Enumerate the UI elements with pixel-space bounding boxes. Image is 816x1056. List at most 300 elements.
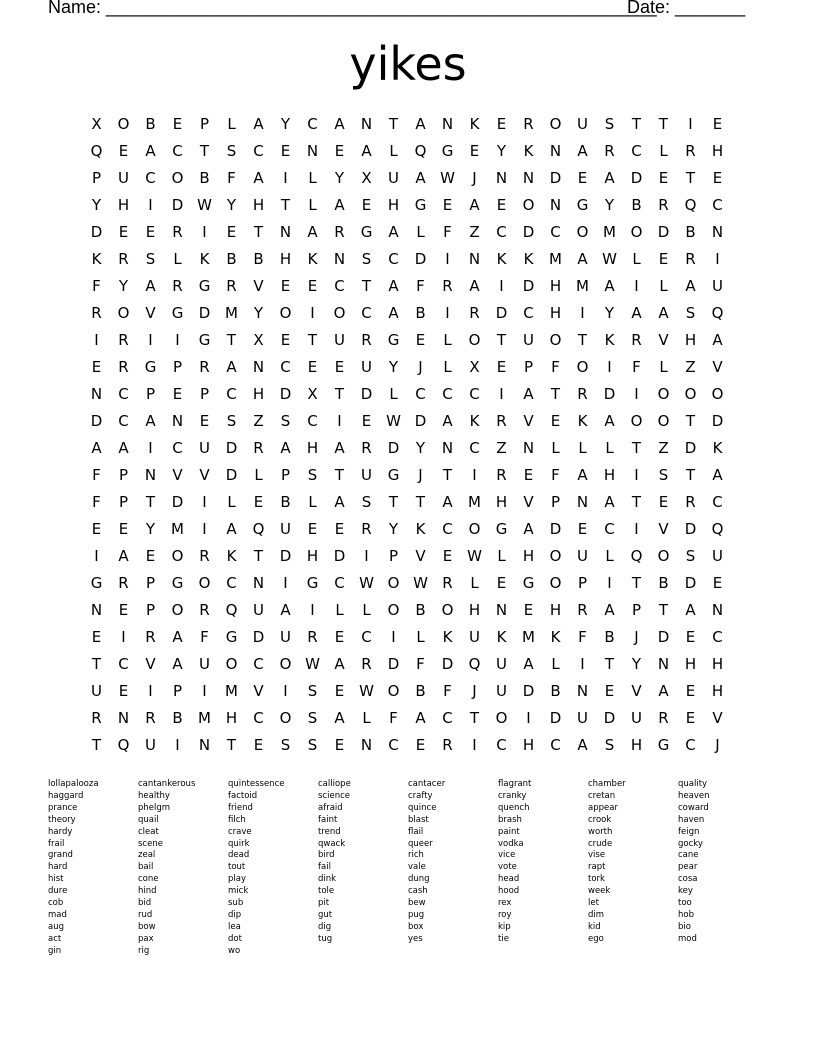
grid-row	[83, 515, 731, 542]
grid-letter: D	[522, 681, 535, 700]
grid-letter: E	[604, 681, 615, 700]
grid-letter: P	[199, 114, 210, 133]
grid-letter: E	[253, 492, 264, 511]
grid-letter: V	[253, 276, 264, 295]
grid-letter: S	[604, 735, 615, 754]
word-item: vale	[408, 862, 426, 873]
grid-letter: I	[580, 303, 585, 322]
grid-letter: B	[604, 627, 615, 646]
grid-letter: E	[496, 114, 507, 133]
word-item: too	[678, 898, 692, 909]
grid-letter: V	[253, 681, 264, 700]
grid-letter: O	[549, 330, 562, 349]
grid-letter: E	[145, 546, 156, 565]
grid-letter: U	[118, 168, 129, 187]
grid-letter: L	[173, 249, 182, 268]
grid-letter: K	[226, 546, 237, 565]
grid-letter: G	[441, 141, 454, 160]
word-item: sub	[228, 898, 244, 909]
word-item: scene	[138, 838, 163, 849]
grid-letter: A	[334, 492, 345, 511]
grid-letter: Y	[604, 303, 615, 322]
grid-letter: O	[198, 573, 211, 592]
grid-letter: A	[172, 627, 183, 646]
grid-letter: A	[712, 465, 723, 484]
grid-letter: Q	[630, 546, 643, 565]
grid-letter: Z	[253, 411, 264, 430]
grid-letter: C	[388, 735, 399, 754]
grid-letter: C	[442, 519, 453, 538]
grid-letter: P	[280, 465, 291, 484]
grid-letter: G	[576, 195, 589, 214]
grid-letter: E	[280, 330, 291, 349]
grid-letter: D	[414, 411, 427, 430]
word-item: bail	[138, 862, 154, 873]
grid-letter: V	[145, 654, 156, 673]
grid-letter: E	[496, 195, 507, 214]
word-item: bow	[138, 921, 156, 932]
puzzle-title: yikes	[349, 37, 467, 91]
grid-letter: F	[578, 627, 587, 646]
grid-letter: N	[90, 384, 103, 403]
grid-letter: D	[252, 627, 265, 646]
grid-letter: T	[334, 384, 345, 403]
grid-letter: N	[576, 492, 589, 511]
grid-letter: I	[202, 681, 207, 700]
grid-letter: T	[442, 465, 453, 484]
grid-letter: D	[90, 222, 103, 241]
grid-letter: U	[253, 600, 264, 619]
grid-letter: I	[499, 276, 504, 295]
grid-letter: T	[631, 114, 642, 133]
word-item: haven	[678, 814, 705, 825]
grid-letter: R	[442, 735, 453, 754]
grid-letter: L	[335, 600, 344, 619]
grid-letter: G	[657, 735, 670, 754]
grid-letter: E	[442, 546, 453, 565]
grid-letter: D	[603, 384, 616, 403]
word-item: factoid	[228, 790, 258, 801]
grid-letter: I	[607, 357, 612, 376]
grid-row	[83, 488, 731, 515]
word-column	[498, 779, 584, 946]
grid-letter: A	[604, 411, 615, 430]
word-item: calliope	[318, 779, 351, 789]
grid-letter: R	[199, 600, 210, 619]
word-item: dead	[228, 850, 250, 861]
grid-letter: A	[388, 303, 399, 322]
word-item: cantacer	[408, 779, 446, 789]
grid-letter: G	[90, 573, 103, 592]
grid-letter: L	[497, 546, 506, 565]
grid-letter: P	[172, 357, 183, 376]
grid-letter: Y	[226, 195, 237, 214]
grid-letter: T	[226, 330, 237, 349]
grid-letter: H	[603, 465, 616, 484]
grid-letter: M	[225, 681, 238, 700]
word-item: cane	[678, 850, 699, 861]
word-item: dure	[48, 886, 68, 897]
grid-letter: E	[334, 627, 345, 646]
grid-letter: D	[549, 168, 562, 187]
grid-letter: S	[361, 249, 372, 268]
word-item: ego	[588, 933, 604, 944]
grid-letter: U	[577, 708, 588, 727]
grid-row	[83, 623, 731, 650]
grid-letter: H	[711, 654, 724, 673]
grid-letter: E	[415, 735, 426, 754]
grid-letter: N	[252, 357, 265, 376]
grid-row	[83, 164, 731, 191]
grid-letter: M	[549, 249, 562, 268]
grid-letter: X	[469, 357, 480, 376]
word-item: play	[228, 874, 246, 885]
grid-letter: U	[199, 654, 210, 673]
grid-letter: N	[441, 438, 454, 457]
grid-letter: O	[387, 600, 400, 619]
grid-letter: Y	[604, 195, 615, 214]
grid-letter: C	[334, 276, 345, 295]
grid-letter: Y	[118, 276, 129, 295]
grid-letter: L	[605, 546, 614, 565]
grid-letter: N	[657, 654, 670, 673]
grid-letter: S	[280, 735, 291, 754]
word-item: pax	[138, 933, 154, 944]
grid-letter: A	[685, 600, 696, 619]
grid-letter: C	[496, 735, 507, 754]
grid-letter: H	[279, 249, 292, 268]
grid-letter: L	[308, 195, 317, 214]
grid-letter: O	[711, 384, 724, 403]
grid-letter: S	[658, 465, 669, 484]
grid-letter: Y	[280, 114, 291, 133]
grid-letter: A	[631, 303, 642, 322]
word-item: lea	[228, 921, 241, 932]
grid-letter: O	[657, 384, 670, 403]
grid-letter: R	[145, 627, 156, 646]
grid-letter: O	[657, 411, 670, 430]
grid-letter: D	[414, 249, 427, 268]
grid-letter: A	[577, 141, 588, 160]
grid-letter: S	[145, 249, 156, 268]
grid-letter: T	[550, 384, 561, 403]
grid-letter: I	[202, 222, 207, 241]
grid-letter: Y	[334, 168, 345, 187]
grid-letter: S	[307, 735, 318, 754]
grid-letter: C	[226, 573, 237, 592]
grid-letter: R	[469, 303, 480, 322]
grid-letter: C	[415, 384, 426, 403]
grid-letter: E	[118, 600, 129, 619]
word-column	[588, 779, 674, 946]
grid-letter: N	[522, 438, 535, 457]
grid-letter: J	[472, 681, 477, 700]
grid-row	[83, 650, 731, 677]
grid-letter: T	[91, 654, 102, 673]
grid-letter: R	[91, 303, 102, 322]
grid-letter: C	[172, 438, 183, 457]
name-field-label: Name: _______________________________________________________	[48, 0, 657, 17]
grid-row	[83, 434, 731, 461]
grid-row	[83, 461, 731, 488]
grid-letter: V	[415, 546, 426, 565]
word-item: tork	[588, 874, 605, 885]
grid-letter: B	[415, 303, 426, 322]
grid-letter: H	[711, 141, 724, 160]
word-item: hood	[498, 886, 520, 897]
word-item: feign	[678, 826, 700, 837]
word-item: crude	[588, 838, 613, 849]
grid-letter: K	[523, 249, 534, 268]
grid-letter: B	[685, 222, 696, 241]
grid-letter: A	[415, 708, 426, 727]
word-item: fail	[318, 862, 331, 873]
grid-letter: I	[94, 546, 99, 565]
grid-letter: A	[226, 357, 237, 376]
grid-letter: H	[468, 600, 481, 619]
word-item: quince	[408, 802, 437, 813]
grid-letter: V	[658, 519, 669, 538]
grid-letter: T	[577, 330, 588, 349]
word-item: rud	[138, 909, 153, 920]
grid-letter: X	[307, 384, 318, 403]
grid-letter: E	[496, 357, 507, 376]
grid-letter: O	[549, 546, 562, 565]
grid-letter: V	[658, 330, 669, 349]
word-item: phelgm	[138, 802, 171, 813]
grid-letter: O	[576, 222, 589, 241]
grid-letter: O	[171, 546, 184, 565]
grid-letter: E	[334, 357, 345, 376]
grid-letter: L	[578, 438, 587, 457]
grid-letter: L	[416, 222, 425, 241]
grid-letter: K	[577, 411, 588, 430]
grid-letter: I	[121, 627, 126, 646]
grid-letter: U	[280, 519, 291, 538]
grid-letter: W	[386, 411, 401, 430]
grid-letter: I	[283, 573, 288, 592]
grid-letter: L	[389, 141, 398, 160]
grid-letter: T	[658, 600, 669, 619]
grid-letter: N	[333, 249, 346, 268]
word-item: pit	[318, 898, 330, 909]
grid-letter: G	[414, 195, 427, 214]
grid-letter: C	[226, 384, 237, 403]
grid-letter: E	[685, 627, 696, 646]
word-item: hardy	[48, 826, 73, 837]
word-item: gocky	[678, 838, 703, 849]
grid-letter: A	[91, 438, 102, 457]
word-item: paint	[498, 826, 520, 837]
grid-letter: Y	[388, 357, 399, 376]
word-item: bid	[138, 898, 152, 909]
grid-letter: N	[576, 681, 589, 700]
word-item: worth	[588, 826, 613, 837]
grid-letter: S	[307, 708, 318, 727]
grid-letter: H	[252, 384, 265, 403]
grid-letter: A	[658, 681, 669, 700]
grid-letter: A	[118, 438, 129, 457]
grid-letter: C	[253, 141, 264, 160]
grid-letter: O	[387, 573, 400, 592]
grid-letter: U	[631, 708, 642, 727]
grid-letter: A	[145, 141, 156, 160]
grid-letter: R	[226, 276, 237, 295]
grid-letter: E	[658, 492, 669, 511]
grid-letter: J	[418, 357, 423, 376]
grid-letter: E	[280, 276, 291, 295]
grid-letter: L	[551, 438, 560, 457]
word-item: rig	[138, 945, 150, 956]
grid-letter: F	[443, 681, 452, 700]
grid-letter: C	[523, 303, 534, 322]
word-item: crave	[228, 826, 252, 837]
word-item: bio	[678, 921, 691, 932]
grid-letter: H	[495, 492, 508, 511]
grid-letter: F	[443, 222, 452, 241]
grid-letter: O	[630, 222, 643, 241]
grid-letter: U	[523, 330, 534, 349]
word-item: flail	[408, 826, 424, 837]
grid-letter: L	[470, 573, 479, 592]
word-item: pear	[678, 862, 698, 873]
grid-letter: M	[576, 276, 589, 295]
grid-letter: I	[148, 195, 153, 214]
grid-letter: A	[361, 141, 372, 160]
grid-letter: C	[361, 627, 372, 646]
grid-letter: O	[522, 195, 535, 214]
grid-letter: K	[199, 249, 210, 268]
date-field-label: Date: _______	[627, 0, 746, 17]
grid-letter: R	[199, 546, 210, 565]
grid-letter: T	[658, 114, 669, 133]
grid-letter: B	[172, 708, 183, 727]
word-item: tug	[318, 933, 333, 944]
grid-letter: E	[307, 276, 318, 295]
grid-letter: W	[305, 654, 320, 673]
grid-letter: A	[523, 384, 534, 403]
grid-letter: A	[334, 654, 345, 673]
grid-letter: A	[442, 492, 453, 511]
grid-letter: B	[631, 195, 642, 214]
grid-letter: S	[226, 411, 237, 430]
grid-letter: O	[387, 681, 400, 700]
grid-letter: C	[712, 195, 723, 214]
grid-letter: L	[308, 168, 317, 187]
grid-letter: L	[632, 249, 641, 268]
grid-letter: J	[715, 735, 720, 754]
grid-letter: E	[577, 168, 588, 187]
grid-letter: R	[658, 195, 669, 214]
grid-letter: R	[145, 708, 156, 727]
grid-letter: I	[607, 573, 612, 592]
word-item: hard	[48, 862, 68, 873]
grid-row	[83, 677, 731, 704]
grid-letter: B	[415, 681, 426, 700]
grid-letter: D	[171, 492, 184, 511]
word-column	[228, 779, 314, 958]
word-item: dung	[408, 874, 430, 885]
grid-letter: C	[118, 384, 129, 403]
grid-letter: A	[226, 519, 237, 538]
grid-letter: N	[711, 222, 724, 241]
word-item: tole	[318, 886, 335, 897]
grid-letter: O	[657, 546, 670, 565]
grid-letter: R	[523, 114, 534, 133]
word-column	[48, 779, 134, 958]
grid-letter: A	[604, 600, 615, 619]
grid-letter: H	[522, 735, 535, 754]
grid-letter: W	[440, 168, 455, 187]
grid-letter: O	[495, 708, 508, 727]
grid-letter: I	[472, 735, 477, 754]
grid-letter: I	[202, 492, 207, 511]
grid-letter: E	[334, 519, 345, 538]
word-item: dig	[318, 921, 332, 932]
grid-letter: E	[469, 141, 480, 160]
grid-row	[83, 326, 731, 353]
grid-letter: E	[334, 141, 345, 160]
word-item: frail	[48, 838, 65, 849]
grid-letter: I	[175, 735, 180, 754]
grid-letter: S	[307, 465, 318, 484]
grid-letter: T	[631, 492, 642, 511]
grid-letter: R	[118, 330, 129, 349]
grid-letter: A	[145, 276, 156, 295]
grid-letter: I	[634, 465, 639, 484]
grid-letter: Q	[117, 735, 130, 754]
grid-letter: I	[688, 114, 693, 133]
grid-letter: W	[602, 249, 617, 268]
grid-letter: D	[603, 708, 616, 727]
grid-letter: P	[577, 573, 588, 592]
grid-letter: A	[604, 168, 615, 187]
grid-letter: E	[172, 384, 183, 403]
grid-letter: H	[306, 438, 319, 457]
grid-letter: Z	[685, 357, 696, 376]
grid-letter: K	[415, 519, 426, 538]
grid-letter: V	[523, 411, 534, 430]
grid-letter: V	[199, 465, 210, 484]
grid-letter: R	[577, 600, 588, 619]
grid-letter: R	[685, 249, 696, 268]
grid-letter: U	[388, 168, 399, 187]
word-item: act	[48, 933, 62, 944]
grid-letter: I	[499, 384, 504, 403]
grid-letter: E	[523, 465, 534, 484]
grid-letter: H	[549, 600, 562, 619]
word-column	[138, 779, 224, 958]
grid-letter: R	[172, 276, 183, 295]
grid-letter: U	[712, 276, 723, 295]
grid-letter: M	[468, 492, 481, 511]
grid-letter: I	[715, 249, 720, 268]
grid-letter: E	[523, 600, 534, 619]
word-item: qwack	[318, 838, 346, 849]
word-item: roy	[498, 909, 512, 920]
word-item: box	[408, 921, 424, 932]
grid-letter: I	[391, 627, 396, 646]
word-item: head	[498, 874, 520, 885]
grid-letter: E	[712, 168, 723, 187]
grid-letter: H	[306, 546, 319, 565]
grid-letter: G	[198, 330, 211, 349]
word-item: filch	[228, 814, 246, 825]
grid-letter: P	[118, 492, 129, 511]
grid-row	[83, 218, 731, 245]
word-item: kip	[498, 921, 511, 932]
grid-letter: A	[280, 600, 291, 619]
